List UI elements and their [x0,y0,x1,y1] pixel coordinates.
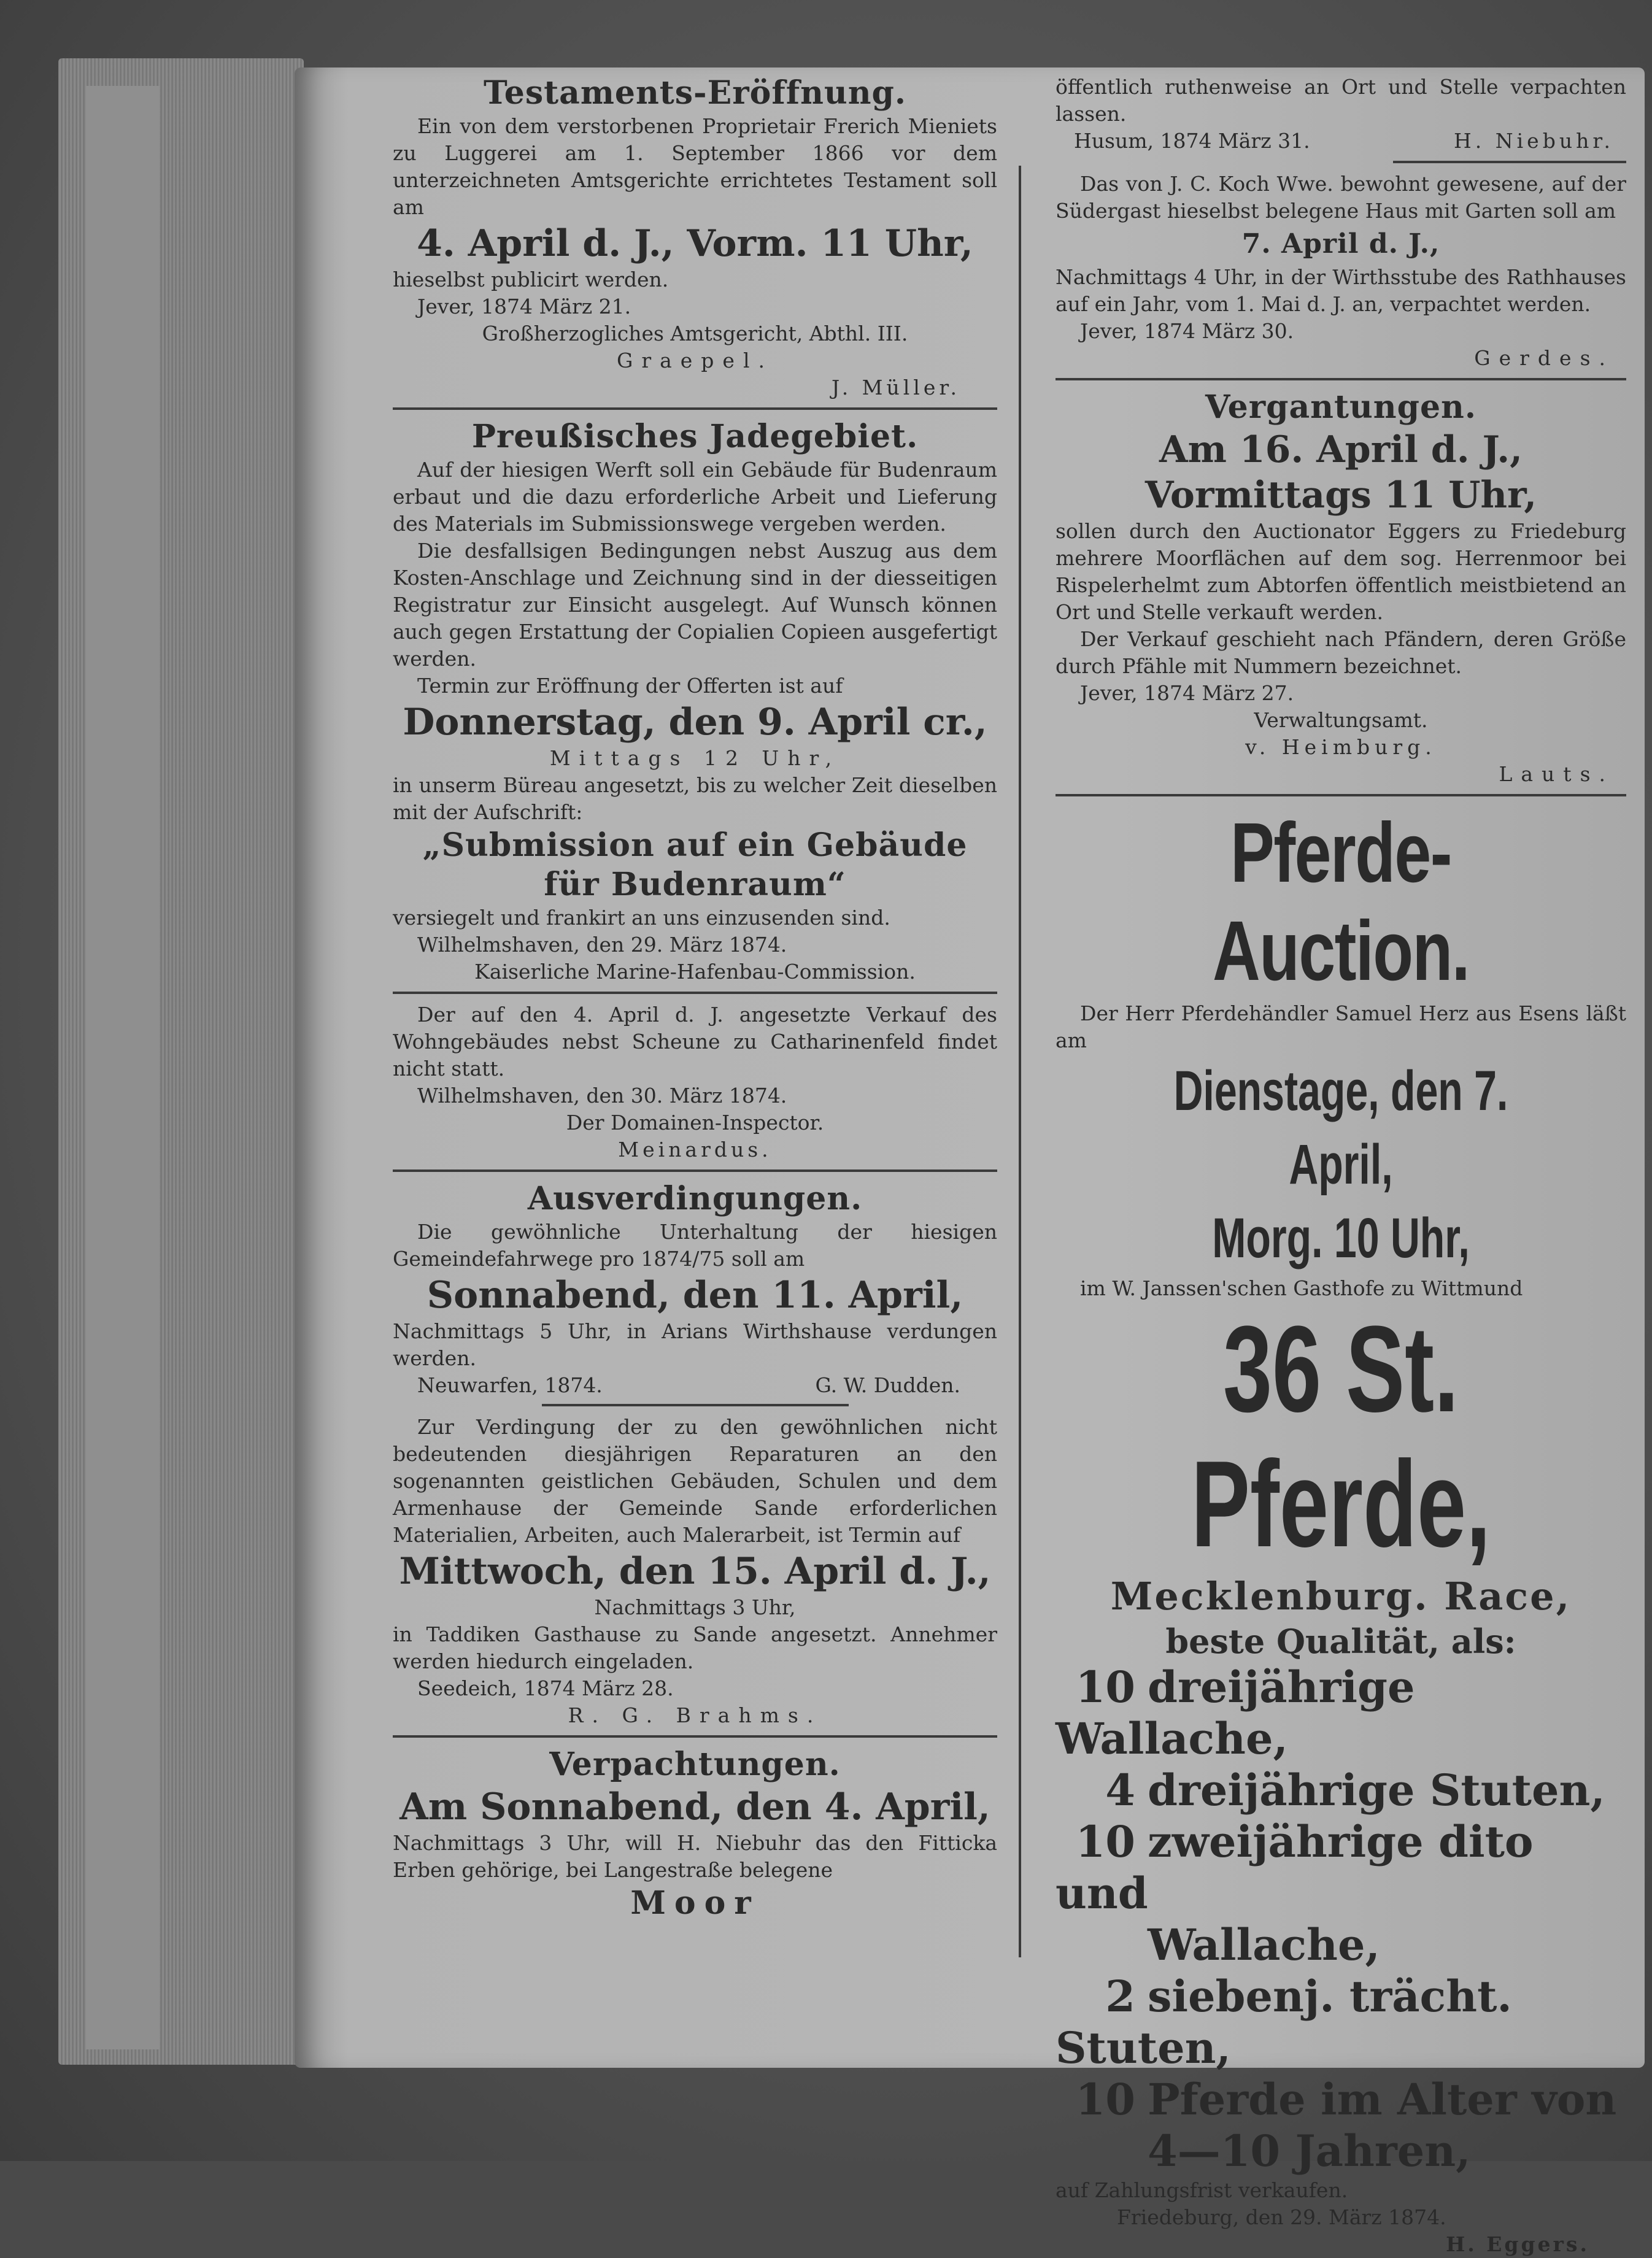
signature-2: Lauts. [1499,762,1614,786]
moor-word: Moor [630,1884,760,1922]
paragraph-1: Auf der hiesigen Werft soll ein Gebäude für Budenraum erbaut und die dazu erforderliche Arbeit und Lieferung des Materials im Submissionswege vergeben werden. [393,458,997,536]
back-page [86,86,160,2049]
signature: H. Eggers. [1446,2232,1589,2256]
signature: Meinardus. [618,1138,772,1162]
heading: Testaments-Eröffnung. [484,74,906,112]
testament-notice [393,74,997,401]
paragraph-4: in Taddiken Gasthause zu Sande angesetzt. Annehmer werden hiedurch eingeladen. [393,1622,997,1673]
place-date: Jever, 1874 März 27. [1080,681,1294,705]
horse-list [1056,1662,1626,2177]
divider [1056,378,1626,380]
auction-title: Pferde-Auction. [1212,806,1470,998]
horse-auction-ad [1056,804,1626,2258]
divider [393,1735,997,1738]
paragraph-1: Die gewöhnliche Unterhaltung der hiesigen Gemeindefahrwege pro 1874/75 soll am [393,1220,997,1271]
divider-short [1393,161,1626,163]
race: Mecklenburg. Race, [1110,1574,1572,1619]
divider [1056,794,1626,796]
place-date: Wilhelmshaven, den 30. März 1874. [417,1084,787,1108]
time-2: Nachmittags 3 Uhr, [594,1595,796,1619]
divider [393,1169,997,1172]
left-column [393,74,997,1963]
terms: auf Zahlungsfrist verkaufen. [1056,2178,1348,2202]
body: Das von J. C. Koch Wwe. bewohnt gewesene, auf der Südergast hieselbst belegene Haus mit Garten soll am [1056,172,1626,223]
heading: Preußisches Jadegebiet. [471,418,919,455]
divider-short [542,1404,849,1406]
place-date: Friedeburg, den 29. März 1874. [1117,2205,1446,2229]
date: Donnerstag, den 9. April cr., [403,701,987,744]
signature-row [1056,128,1626,155]
verpachtungen-notice [393,1745,997,1923]
quality: beste Qualität, als: [1165,1622,1516,1661]
intro: Der Herr Pferdehändler Samuel Herz aus Esens läßt am [1056,1001,1626,1052]
vergantungen-notice [1056,388,1626,788]
signature: Gerdes. [1474,346,1614,370]
signature: G. W. Dudden. [815,1373,960,1397]
body-2: Der Verkauf geschieht nach Pfändern, deren Größe durch Pfähle mit Nummern bezeichnet. [1056,627,1626,678]
signature-2: J. Müller. [832,376,960,399]
heading: Vergantungen. [1205,388,1476,426]
signature-2: R. G. Brahms. [568,1703,822,1727]
office: Verwaltungsamt. [1254,708,1428,732]
signature-row [393,1372,997,1399]
ausverdingungen-notice [393,1179,997,1729]
horse-count: 36 St. Pferde, [1191,1301,1491,1573]
auction-time: Morg. 10 Uhr, [1212,1207,1470,1270]
divider [393,992,997,994]
auction-day: Dienstage, den 7. April, [1173,1060,1508,1196]
right-column [1056,74,1626,2256]
koch-notice [1056,171,1626,372]
submission-title-2: für Budenraum“ [544,866,846,903]
date: 7. April d. J., [1241,228,1440,260]
heading: Ausverdingungen. [527,1180,863,1217]
horse-item: Wallache, [1148,1919,1380,1970]
continued-notice [1056,74,1626,155]
body: Nachmittags 3 Uhr, will H. Niebuhr das den Fitticka Erben gehörige, bei Langestraße belegene [393,1831,997,1882]
body: sollen durch den Auctionator Eggers zu Friedeburg mehrere Moorflächen auf dem sog. Herrenmoor bei Rispelerhelmt zum Abtorfen öffentlich meistbietend an Ort und Stelle verkauft werden. [1056,519,1626,624]
date: Sonnabend, den 11. April, [427,1274,963,1317]
date: 4. April d. J., Vorm. 11 Uhr, [417,222,973,265]
place-date: Husum, 1874 März 31. [1074,129,1310,153]
divider [393,407,997,410]
date: Am Sonnabend, den 4. April, [399,1786,990,1828]
place-date: Jever, 1874 März 30. [1080,319,1294,343]
body: öffentlich ruthenweise an Ort und Stelle verpachten lassen. [1056,75,1626,126]
place-date-2: Seedeich, 1874 März 28. [417,1676,674,1700]
horse-item: 10 dreijährige Wallache, [1056,1662,1415,1764]
horse-item: 4—10 Jahren, [1148,2125,1471,2176]
horse-item: 4 dreijährige Stuten, [1105,1765,1605,1816]
cancellation-notice [393,1001,997,1163]
heading: Verpachtungen. [549,1746,841,1783]
paragraph-4: in unserm Büreau angesetzt, bis zu welcher Zeit dieselben mit der Aufschrift: [393,773,997,824]
paragraph-3: Zur Verdingung der zu den gewöhnlichen nicht bedeutenden diesjährigen Reparaturen an den sogenannten geistlichen Gebäuden, Schulen und dem Armenhause der Gemeinde Sande erforderlichen Materialien, Arbeiten, auch Malerarbeit, ist Termin auf [393,1415,997,1547]
tail: hieselbst publicirt werden. [393,268,669,291]
column-divider [1019,166,1021,1957]
signature: v. Heimburg. [1245,735,1437,759]
date-2: Mittwoch, den 15. April d. J., [399,1550,991,1593]
paragraph-2: Die desfallsigen Bedingungen nebst Auszug aus dem Kosten-Anschlage und Zeichnung sind in der diesseitigen Registratur zur Einsicht ausgelegt. Auf Wunsch können auch gegen Erstattung der Copialien Copieen ausgefertigt werden. [393,539,997,671]
venue: im W. Janssen'schen Gasthofe zu Wittmund [1080,1276,1523,1300]
paragraph-2: Nachmittags 5 Uhr, in Arians Wirthshause verdungen werden. [393,1319,997,1370]
place-date: Jever, 1874 März 21. [417,295,631,318]
signature: Kaiserliche Marine-Hafenbau-Commission. [474,960,916,984]
body: Ein von dem verstorbenen Proprietair Frerich Mieniets zu Luggerei am 1. September 1866 vor dem unterzeichneten Amtsgerichte errichtetes Testament soll am [393,114,997,219]
paragraph-5: versiegelt und frankirt an uns einzusenden sind. [393,906,890,930]
date-2: Vormittags 11 Uhr, [1144,474,1537,517]
paragraph-3: Termin zur Eröffnung der Offerten ist auf [417,674,843,698]
signature: H. Niebuhr. [1454,129,1614,153]
date-1: Am 16. April d. J., [1159,428,1523,471]
jade-notice [393,417,997,985]
place-date: Wilhelmshaven, den 29. März 1874. [417,933,787,957]
body: Der auf den 4. April d. J. angesetzte Verkauf des Wohngebäudes nebst Scheune zu Catharinenfeld findet nicht statt. [393,1003,997,1081]
court: Großherzogliches Amtsgericht, Abthl. III. [482,322,908,345]
place-date: Neuwarfen, 1874. [417,1373,603,1397]
signature: Graepel. [616,349,774,372]
time: Mittags 12 Uhr, [549,746,841,770]
submission-title: „Submission auf ein Gebäude [422,827,968,864]
horse-item: 10 Pferde im Alter von [1075,2074,1617,2125]
horse-item: 10 zweijährige dito und [1056,1816,1534,1919]
horse-item: 2 siebenj. trächt. Stuten, [1056,1971,1512,2073]
body-2: Nachmittags 4 Uhr, in der Wirthsstube des Rathhauses auf ein Jahr, vom 1. Mai d. J. an, verpachtet werden. [1056,265,1626,316]
office: Der Domainen-Inspector. [566,1111,824,1135]
